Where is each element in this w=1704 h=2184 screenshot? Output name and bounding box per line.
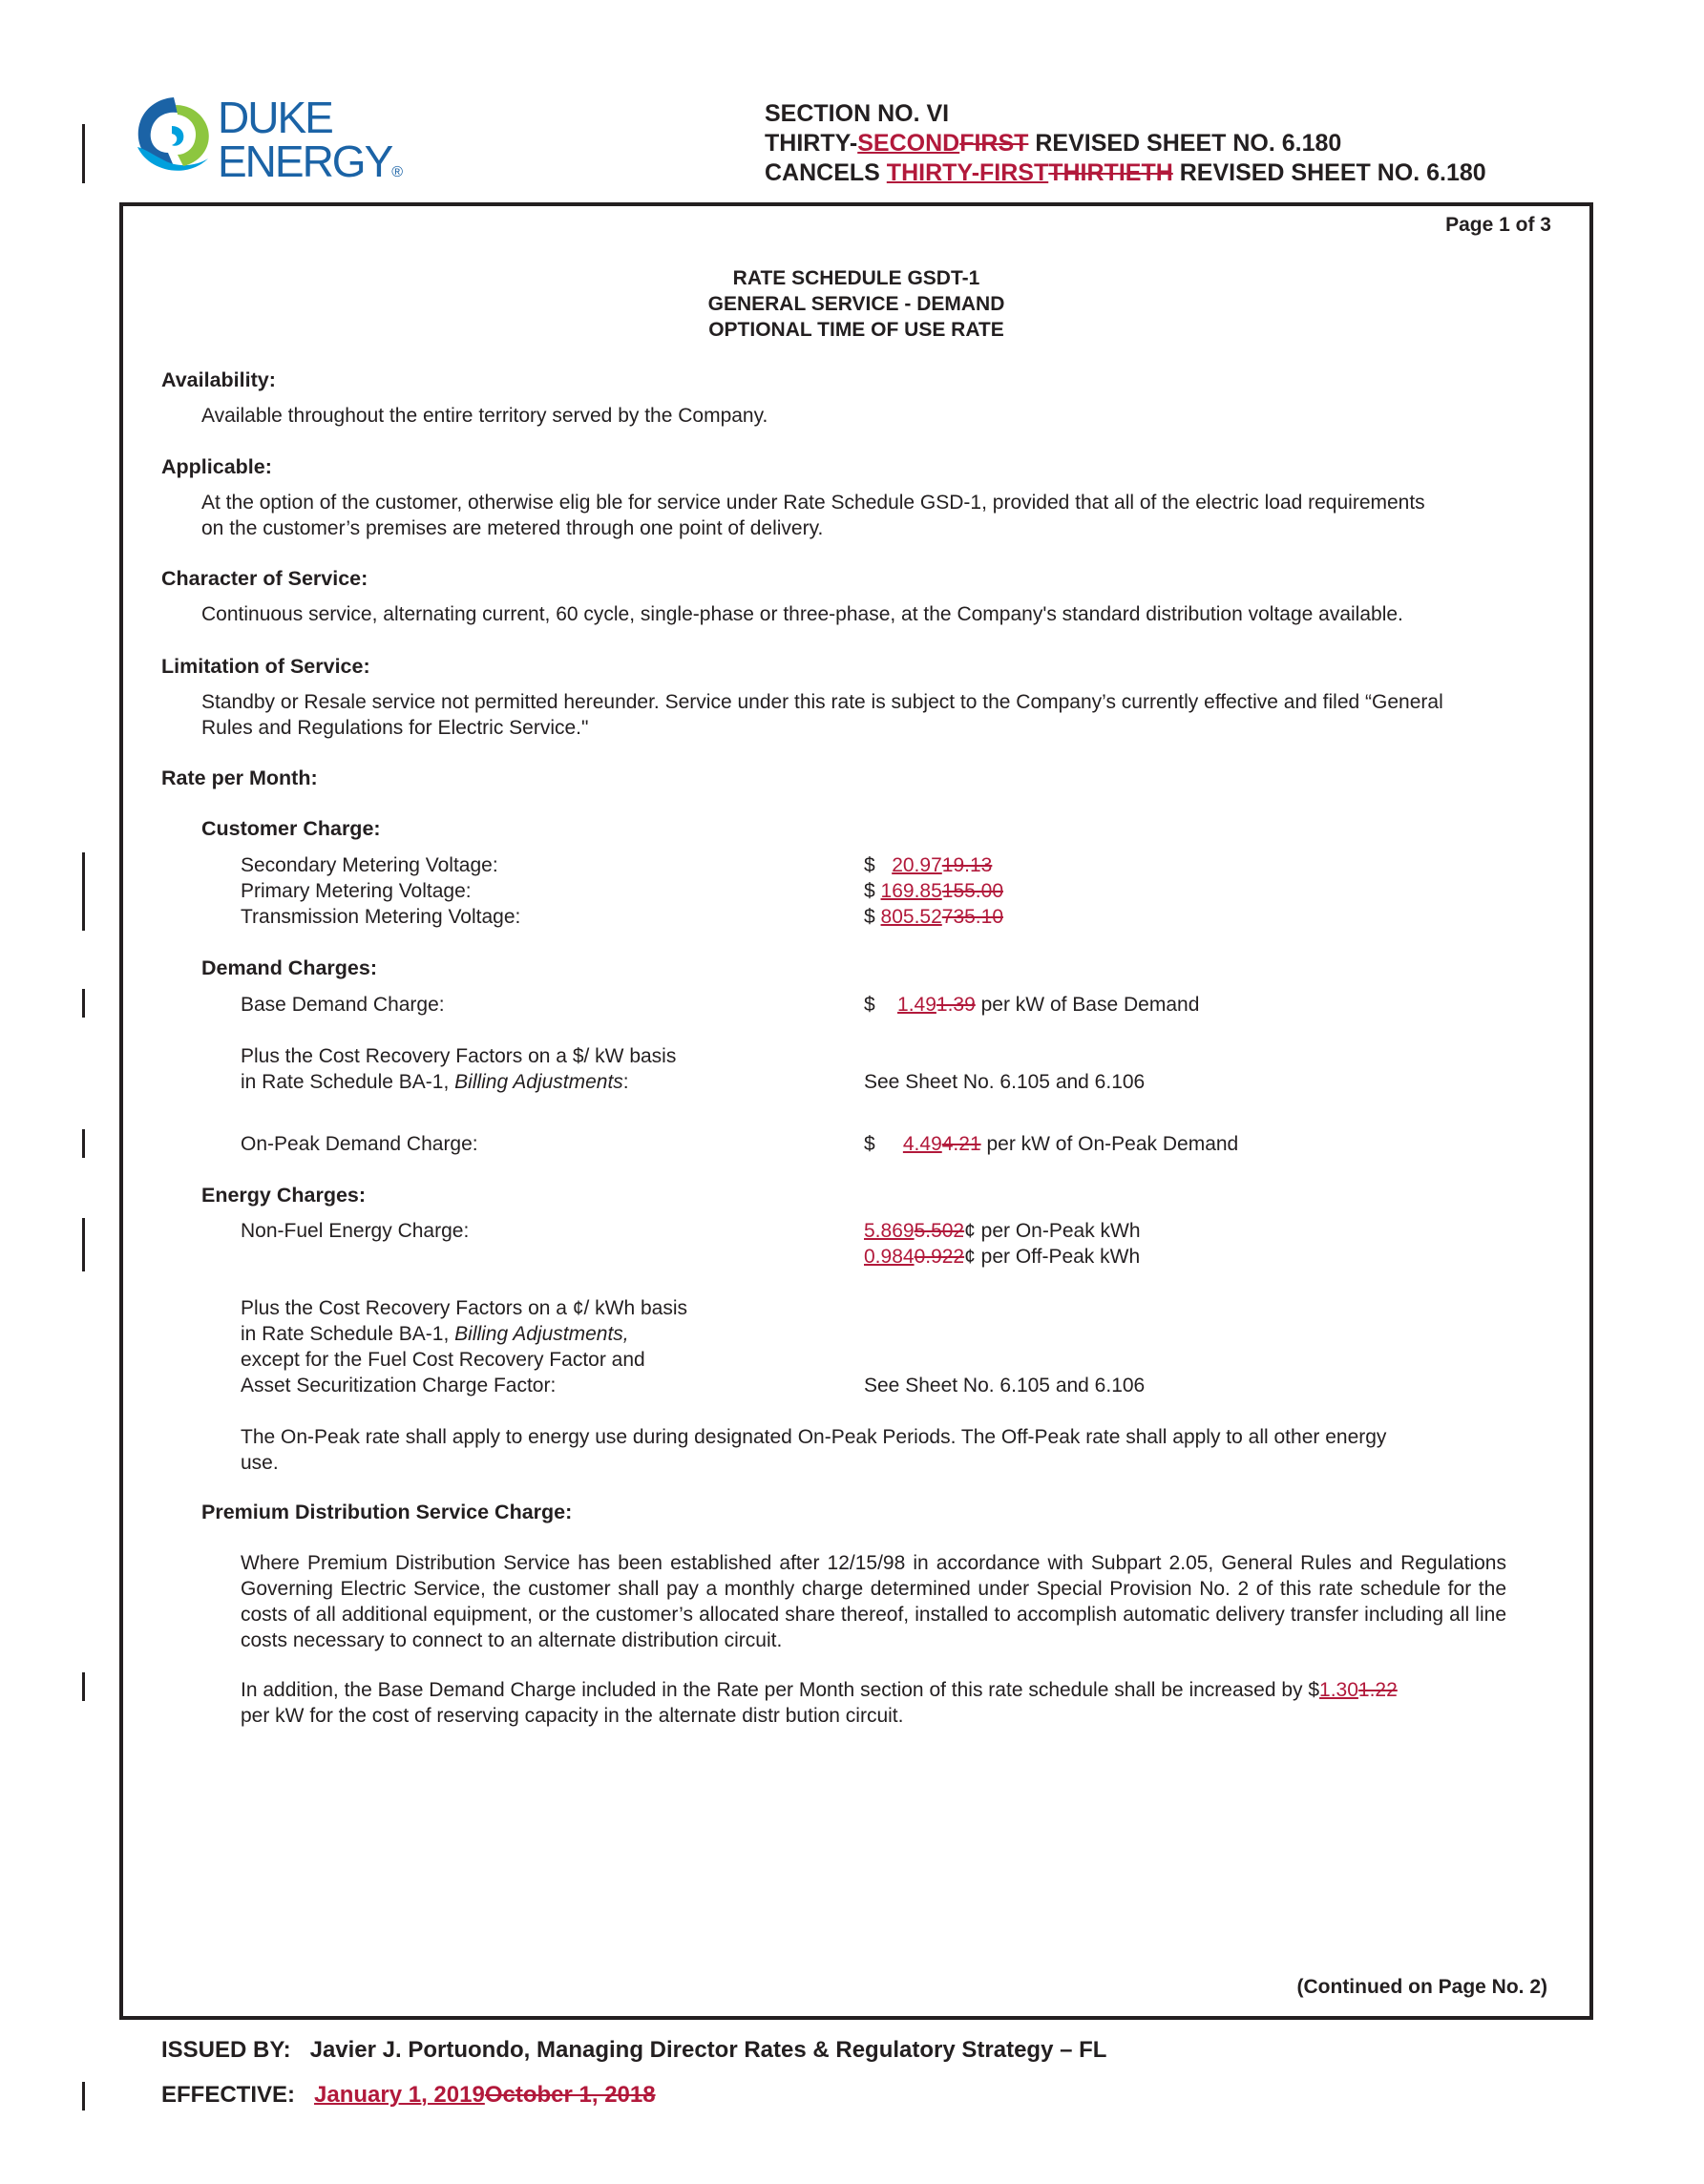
rate-per-month-heading: Rate per Month: bbox=[161, 766, 318, 789]
cancels-sheet-line: CANCELS THIRTY-FIRSTTHIRTIETH REVISED SHEET NO. 6.180 bbox=[765, 159, 1486, 186]
premium-distribution-paragraph-2: In addition, the Base Demand Charge included in the Rate per Month section of this rate schedule shall be increased by $1.301.22 per kW for the cost of reserving capacity in the alternate distr bution circuit. bbox=[241, 1679, 1398, 1727]
effective-line: EFFECTIVE: January 1, 2019October 1, 2018 bbox=[161, 2082, 656, 2108]
inserted-text: 1.30 bbox=[1319, 1679, 1358, 1701]
nonfuel-energy-label: Non-Fuel Energy Charge: bbox=[241, 1220, 470, 1242]
duke-energy-logo bbox=[130, 92, 416, 197]
logo-wordmark bbox=[218, 95, 403, 195]
change-bar bbox=[82, 124, 85, 183]
availability-text: Available throughout the entire territory served by the Company. bbox=[201, 405, 768, 427]
deleted-text: FIRST bbox=[959, 130, 1029, 157]
section-number: SECTION NO. VI bbox=[765, 100, 950, 127]
premium-distribution-heading: Premium Distribution Service Charge: bbox=[201, 1501, 573, 1523]
energy-crf-value: See Sheet No. 6.105 and 6.106 bbox=[864, 1375, 1146, 1396]
deleted-text: 1.39 bbox=[936, 994, 976, 1016]
nonfuel-energy-values: 5.8695.502¢ per On-Peak kWh 0.9840.922¢ per Off-Peak kWh bbox=[864, 1220, 1141, 1268]
change-bar bbox=[82, 989, 85, 1018]
energy-charges-heading: Energy Charges: bbox=[201, 1184, 367, 1207]
limitation-heading: Limitation of Service: bbox=[161, 655, 370, 678]
page-number: Page 1 of 3 bbox=[1445, 214, 1551, 236]
inserted-text: January 1, 2019 bbox=[314, 2082, 485, 2108]
sheet-header bbox=[765, 99, 1486, 188]
inserted-text: 1.49 bbox=[897, 994, 936, 1016]
customer-charge-heading: Customer Charge: bbox=[201, 817, 381, 840]
inserted-text: 4.49 bbox=[902, 1133, 942, 1155]
applicable-text: At the option of the customer, otherwise elig ble for service under Rate Schedule GSD-1, provided that all of the electric load requirements on the customer’s premises are metered through one point of delivery. bbox=[201, 492, 1425, 539]
customer-charge-labels: Secondary Metering Voltage: Primary Metering Voltage: Transmission Metering Voltage: bbox=[241, 854, 521, 928]
availability-heading: Availability: bbox=[161, 368, 276, 391]
base-demand-value: $ 1.491.39 per kW of Base Demand bbox=[864, 994, 1200, 1016]
deleted-text: 735.10 bbox=[941, 906, 1003, 928]
change-bar bbox=[82, 1672, 85, 1701]
onpeak-demand-value: $ 4.494.21 per kW of On-Peak Demand bbox=[864, 1133, 1239, 1155]
duke-energy-swirl-icon bbox=[130, 92, 216, 183]
base-demand-label: Base Demand Charge: bbox=[241, 994, 445, 1016]
issued-by-line: ISSUED BY: Javier J. Portuondo, Managing Director Rates & Regulatory Strategy – FL bbox=[161, 2037, 1107, 2063]
page-frame bbox=[119, 202, 1593, 2020]
limitation-text: Standby or Resale service not permitted hereunder. Service under this rate is subject to the Company’s currently effective and filed “General Rules and Regulations for Electric Service." bbox=[201, 691, 1443, 739]
deleted-text: 4.21 bbox=[941, 1133, 981, 1155]
registered-mark: ® bbox=[391, 164, 404, 180]
change-bar bbox=[82, 2082, 85, 2110]
inserted-text: 20.97 bbox=[892, 854, 942, 876]
inserted-text: 0.984 bbox=[864, 1246, 915, 1268]
premium-distribution-paragraph-1: Where Premium Distribution Service has been established after 12/15/98 in accordance with Subpart 2.05, General Rules and Regulations Governing Electric Service, the customer shall pay a monthly charge determined under Special Provision No. 2 of this rate schedule for the costs of all additional equipment, or the customer’s allocated share thereof, installed to accomplish automatic delivery transfer including all line costs necessary to connect to an alternate distribution circuit. bbox=[241, 1552, 1506, 1651]
deleted-text: 155.00 bbox=[941, 880, 1003, 902]
deleted-text: 5.502 bbox=[914, 1220, 965, 1242]
character-text: Continuous service, alternating current, 60 cycle, single-phase or three-phase, at the Company's standard distribution voltage available. bbox=[201, 603, 1403, 625]
onpeak-demand-label: On-Peak Demand Charge: bbox=[241, 1133, 478, 1155]
deleted-text: 19.13 bbox=[941, 854, 993, 876]
deleted-text: 1.22 bbox=[1357, 1679, 1398, 1701]
inserted-text: THIRTY-FIRST bbox=[886, 159, 1049, 186]
inserted-text: SECOND bbox=[857, 130, 960, 157]
energy-crf-label: Plus the Cost Recovery Factors on a ¢/ kWh basis in Rate Schedule BA-1, Billing Adjustments, except for the Fuel Cost Recovery Factor and Asset Securitization Charge Factor: bbox=[241, 1297, 688, 1396]
demand-charges-heading: Demand Charges: bbox=[201, 956, 377, 979]
logo-line-duke: DUKE bbox=[218, 93, 332, 142]
inserted-text: 5.869 bbox=[864, 1220, 915, 1242]
deleted-text: 0.922 bbox=[914, 1246, 965, 1268]
demand-crf-label: Plus the Cost Recovery Factors on a $/ kW basis in Rate Schedule BA-1, Billing Adjustments: bbox=[241, 1045, 677, 1093]
inserted-text: 805.52 bbox=[880, 906, 942, 928]
logo-line-energy: ENERGY bbox=[218, 136, 392, 186]
onpeak-offpeak-note: The On-Peak rate shall apply to energy use during designated On-Peak Periods. The Off-Peak rate shall apply to all other energy use. bbox=[241, 1426, 1387, 1474]
inserted-text: 169.85 bbox=[880, 880, 942, 902]
demand-crf-value: See Sheet No. 6.105 and 6.106 bbox=[864, 1071, 1146, 1093]
deleted-text: THIRTIETH bbox=[1048, 159, 1173, 186]
revised-sheet-line: THIRTY-SECONDFIRST REVISED SHEET NO. 6.180 bbox=[765, 130, 1342, 157]
customer-charge-values: $ 20.9719.13 $ 169.85155.00 $ 805.52735.10 bbox=[864, 854, 1003, 928]
character-heading: Character of Service: bbox=[161, 567, 368, 590]
change-bar bbox=[82, 1218, 85, 1271]
change-bar bbox=[82, 1129, 85, 1158]
continued-note: (Continued on Page No. 2) bbox=[1296, 1976, 1547, 1998]
deleted-text: October 1, 2018 bbox=[484, 2082, 656, 2108]
rate-schedule-title: RATE SCHEDULE GSDT-1 GENERAL SERVICE - DEMAND OPTIONAL TIME OF USE RATE bbox=[707, 267, 1005, 341]
change-bar bbox=[82, 852, 85, 931]
applicable-heading: Applicable: bbox=[161, 455, 272, 478]
